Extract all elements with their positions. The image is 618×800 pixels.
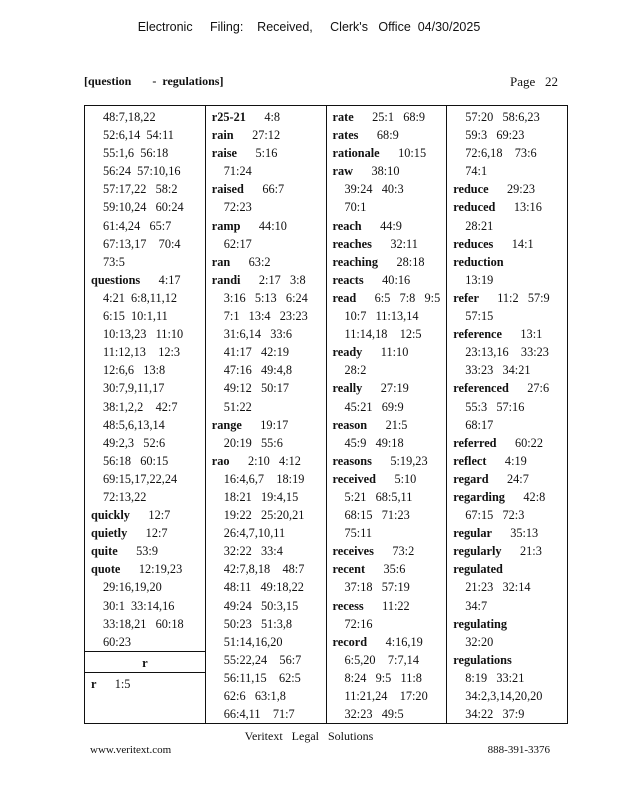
term-gap: [240, 273, 258, 287]
term-word: rao: [211, 453, 230, 468]
page-line-refs: 67:15 72:3: [465, 508, 525, 523]
index-term: [327, 379, 447, 397]
index-term: [206, 416, 326, 434]
term-word: regard: [453, 471, 489, 486]
term-word: regularly: [453, 544, 502, 559]
page-line-refs: 60:23: [103, 634, 132, 649]
page-line-refs: 38:10: [371, 164, 400, 179]
term-gap: [362, 345, 380, 359]
page-number: Page 22: [509, 74, 558, 89]
index-term: [327, 343, 447, 361]
term-word: rate: [332, 110, 354, 124]
index-range: [question - regulations]: [84, 74, 224, 88]
page-line-refs: 73:5: [103, 254, 125, 269]
index-term: [327, 144, 447, 162]
term-word: ran: [211, 254, 231, 269]
term-word: quite: [91, 544, 118, 559]
page-line-refs: 27:12: [252, 128, 281, 143]
term-gap: [118, 544, 136, 558]
page-line-refs: 13:16: [513, 200, 542, 215]
index-term: [447, 542, 567, 560]
page-line-refs: 19:17: [260, 417, 289, 432]
page-line-refs: 4:21 6:8,11,12: [103, 290, 178, 305]
page-line-refs: 44:9: [380, 218, 402, 233]
term-gap: [367, 635, 385, 649]
term-gap: [509, 381, 527, 395]
index-term: [447, 651, 567, 669]
term-gap: [502, 327, 520, 341]
term-word: received: [332, 471, 376, 486]
page-line-refs: 57:20 58:6,23: [465, 110, 540, 124]
index-term: [447, 615, 567, 633]
index-term: [206, 180, 326, 198]
page-line-refs: 68:15 71:23: [344, 508, 410, 523]
page-line-refs: 28:21: [465, 218, 494, 233]
filing-stamp: Electronic Filing: Received, Clerk's Office 04/30/2025: [137, 20, 481, 34]
term-word: recent: [332, 562, 366, 577]
term-gap: [354, 110, 372, 124]
page-line-refs: 70:1: [344, 200, 367, 215]
term-word: questions: [91, 272, 141, 287]
index-term: [85, 560, 205, 578]
page-line-refs: 8:24 9:5 11:8: [344, 670, 422, 685]
index-term: [206, 126, 326, 144]
page-line-refs: 3:16 5:13 6:24: [223, 290, 308, 305]
term-gap: [127, 526, 145, 540]
term-gap: [376, 472, 394, 486]
page-line-refs: 4:19: [504, 453, 527, 468]
page-line-refs: 4:16,19: [385, 634, 423, 649]
page-line-refs: 37:18 57:19: [344, 580, 410, 595]
page-line-refs: 33:23 34:21: [465, 363, 531, 378]
page-line-refs: 10:7 11:13,14: [344, 309, 419, 324]
index-term: [447, 452, 567, 470]
term-word: quote: [91, 562, 121, 577]
page-line-refs: 49:2,3 52:6: [103, 435, 166, 450]
page-line-refs: 38:1,2,2 42:7: [103, 399, 178, 414]
page-line-refs: 39:24 40:3: [344, 182, 404, 197]
index-term: [447, 488, 567, 506]
index-term: [85, 271, 205, 289]
page-line-refs: 7:1 13:4 23:23: [223, 309, 308, 324]
term-gap: [356, 291, 374, 305]
index-term: [327, 633, 447, 651]
page-line-refs: 51:14,16,20: [223, 634, 283, 649]
page-line-refs: 11:10: [380, 345, 409, 360]
page-line-refs: 45:21 69:9: [344, 399, 404, 414]
page-line-refs: 55:1,6 56:18: [103, 146, 169, 161]
page-line-refs: 42:7,8,18 48:7: [223, 562, 305, 577]
term-gap: [230, 454, 248, 468]
page-line-refs: 56:24 57:10,16: [103, 164, 181, 179]
term-gap: [367, 418, 385, 432]
page-line-refs: 4:17: [158, 272, 181, 287]
page-line-refs: 45:9 49:18: [344, 435, 404, 450]
page-line-refs: 33:18,21 60:18: [103, 616, 184, 631]
term-gap: [502, 544, 520, 558]
index-term: [447, 235, 567, 253]
page-line-refs: 41:17 42:19: [223, 345, 289, 360]
index-column-3: [326, 106, 447, 723]
index-term: [447, 325, 567, 343]
page-line-refs: 66:7: [262, 182, 285, 197]
page-line-refs: 30:7,9,11,17: [103, 381, 165, 396]
term-gap: [96, 677, 114, 691]
page-line-refs: 49:12 50:17: [223, 381, 289, 396]
page-line-refs: 12:7: [148, 508, 171, 523]
term-gap: [237, 146, 255, 160]
index-term: [206, 271, 326, 289]
page-line-refs: 29:16,19,20: [103, 580, 162, 595]
term-word: reach: [332, 218, 362, 233]
page-line-refs: 32:20: [465, 634, 494, 649]
page-line-refs: 11:12,13 12:3: [103, 345, 181, 360]
page-line-refs: 26:4,7,10,11: [223, 526, 286, 541]
page-line-refs: 34:22 37:9: [465, 707, 525, 722]
term-word: regulated: [453, 562, 503, 577]
term-word: read: [332, 290, 357, 305]
page-line-refs: 72:23: [223, 200, 252, 215]
page-line-refs: 8:19 33:21: [465, 670, 525, 685]
page-line-refs: 25:1 68:9: [372, 110, 426, 124]
term-gap: [486, 454, 504, 468]
page-line-refs: 5:16: [255, 146, 278, 161]
index-term: [206, 253, 326, 271]
term-word: reaches: [332, 236, 372, 251]
index-term: [447, 180, 567, 198]
term-gap: [495, 200, 513, 214]
page-line-refs: 49:24 50:3,15: [223, 598, 299, 613]
term-word: reference: [453, 327, 502, 342]
index-term: [447, 470, 567, 488]
page-line-refs: 72:6,18 73:6: [465, 146, 537, 161]
page-line-refs: 28:18: [396, 254, 425, 269]
term-word: refer: [453, 290, 479, 305]
index-term: [447, 253, 567, 271]
index-term: [327, 108, 447, 126]
page-line-refs: 13:19: [465, 272, 494, 287]
word-index-grid: [84, 105, 568, 724]
term-word: referred: [453, 435, 497, 450]
page-line-refs: 2:10 4:12: [247, 453, 301, 468]
index-term: [447, 524, 567, 542]
page-line-refs: 18:21 19:4,15: [223, 489, 299, 504]
page-line-refs: 21:3: [519, 544, 542, 559]
term-word: reduction: [453, 254, 504, 269]
page-line-refs: 34:2,3,14,20,20: [465, 689, 543, 703]
page-line-refs: 21:5: [385, 417, 408, 432]
term-word: quickly: [91, 508, 130, 523]
term-word: ramp: [211, 218, 241, 233]
term-word: receives: [332, 544, 374, 559]
page-line-refs: 5:21 68:5,11: [344, 489, 413, 504]
page-line-refs: 35:6: [383, 562, 406, 577]
term-gap: [240, 219, 258, 233]
page-line-refs: 20:19 55:6: [223, 435, 283, 450]
index-term: [327, 470, 447, 488]
page-line-refs: 50:23 51:3,8: [223, 616, 293, 631]
page-line-refs: 27:19: [380, 381, 409, 396]
term-word: range: [211, 417, 242, 432]
index-term: [85, 542, 205, 560]
index-term: [447, 560, 567, 578]
page-line-refs: 68:17: [465, 417, 494, 432]
page-line-refs: 11:14,18 12:5: [344, 327, 422, 342]
section-letter: r: [142, 655, 148, 670]
page-line-refs: 31:6,14 33:6: [223, 327, 293, 342]
page-line-refs: 24:7: [507, 471, 529, 486]
term-gap: [489, 472, 507, 486]
page-line-refs: 5:10: [394, 471, 417, 486]
page-line-refs: 12:19,23: [138, 562, 183, 577]
page-line-refs: 5:19,23: [390, 453, 428, 468]
index-term: [327, 542, 447, 560]
index-term: [447, 289, 567, 307]
page-line-refs: 34:7: [465, 598, 488, 613]
page-line-refs: 12:6,6 13:8: [103, 363, 166, 378]
index-column-4: [446, 106, 567, 723]
page-line-refs: 62:6 63:1,8: [223, 689, 286, 703]
term-gap: [378, 255, 396, 269]
page-line-refs: 68:9: [376, 128, 399, 143]
term-gap: [365, 562, 383, 576]
term-word: recess: [332, 598, 364, 613]
footer-website: www.veritext.com: [90, 744, 172, 756]
term-gap: [362, 219, 380, 233]
term-word: really: [332, 381, 363, 396]
index-term: [206, 217, 326, 235]
page-line-refs: 69:15,17,22,24: [103, 471, 178, 486]
page-line-refs: 60:22: [514, 435, 543, 450]
index-term: [206, 452, 326, 470]
term-word: rain: [211, 128, 234, 143]
term-gap: [492, 526, 510, 540]
term-gap: [380, 146, 398, 160]
page-line-refs: 62:17: [223, 236, 252, 251]
page-line-refs: 56:11,15 62:5: [223, 670, 301, 685]
term-word: rates: [332, 128, 359, 143]
index-term: [327, 253, 447, 271]
term-gap: [230, 255, 248, 269]
page-line-refs: 29:23: [507, 182, 536, 197]
index-term: [447, 434, 567, 452]
term-word: regarding: [453, 489, 505, 504]
page-line-refs: 48:7,18,22: [103, 110, 156, 124]
term-word: reflect: [453, 453, 487, 468]
page-line-refs: 59:10,24 60:24: [103, 200, 184, 215]
page-line-refs: 75:11: [344, 526, 373, 541]
page-line-refs: 16:4,6,7 18:19: [223, 471, 305, 486]
term-word: record: [332, 634, 368, 649]
term-gap: [372, 237, 390, 251]
footer-phone: 888-391-3376: [487, 744, 550, 756]
term-word: r: [91, 676, 97, 691]
index-term: [327, 217, 447, 235]
term-gap: [120, 562, 138, 576]
page-line-refs: 11:2 57:9: [497, 290, 550, 305]
page-line-refs: 57:17,22 58:2: [103, 182, 178, 197]
term-word: quietly: [91, 526, 128, 541]
page-line-refs: 48:11 49:18,22: [223, 580, 304, 595]
page-line-refs: 30:1 33:14,16: [103, 598, 175, 613]
page-line-refs: 44:10: [258, 218, 287, 233]
page-line-refs: 72:13,22: [103, 489, 147, 504]
page-line-refs: 32:11: [390, 236, 418, 251]
index-term: [447, 198, 567, 216]
term-word: reacts: [332, 272, 364, 287]
index-column-2: [205, 106, 326, 723]
term-gap: [489, 182, 507, 196]
page-line-refs: 32:22 33:4: [223, 544, 283, 559]
page-line-refs: 1:5: [114, 676, 131, 691]
term-gap: [353, 164, 371, 178]
index-term: [327, 452, 447, 470]
page-line-refs: 40:16: [382, 272, 411, 287]
term-gap: [130, 508, 148, 522]
page-line-refs: 27:6: [527, 381, 550, 396]
page-line-refs: 55:3 57:16: [465, 399, 525, 414]
page-line-refs: 35:13: [510, 526, 539, 541]
page-line-refs: 47:16 49:4,8: [223, 363, 293, 378]
term-gap: [364, 273, 382, 287]
term-word: r25-21: [211, 110, 246, 124]
index-term: [327, 162, 447, 180]
page-line-refs: 63:2: [248, 254, 271, 269]
index-term: [327, 560, 447, 578]
page-line-refs: 19:22 25:20,21: [223, 508, 305, 523]
term-word: randi: [211, 272, 241, 287]
index-column-1: [85, 106, 205, 723]
page-line-refs: 59:3 69:23: [465, 128, 525, 143]
page-line-refs: 67:13,17 70:4: [103, 236, 181, 251]
term-word: regular: [453, 526, 492, 541]
term-gap: [374, 544, 392, 558]
page-line-refs: 48:5,6,13,14: [103, 417, 165, 432]
page-line-refs: 55:22,24 56:7: [223, 652, 302, 667]
index-term: [327, 126, 447, 144]
index-term: [327, 416, 447, 434]
page-line-refs: 6:5 7:8 9:5: [374, 290, 441, 305]
page-line-refs: 74:1: [465, 164, 488, 179]
page-line-refs: 28:2: [344, 363, 367, 378]
term-word: regulating: [453, 616, 507, 631]
page-line-refs: 73:2: [392, 544, 415, 559]
term-word: ready: [332, 345, 363, 360]
index-term: [327, 597, 447, 615]
page-line-refs: 2:17 3:8: [258, 272, 306, 287]
page-line-refs: 12:7: [145, 526, 168, 541]
term-gap: [234, 128, 252, 142]
page-line-refs: 4:8: [264, 110, 281, 124]
page-line-refs: 6:5,20 7:7,14: [344, 652, 419, 667]
term-word: reaching: [332, 254, 379, 269]
index-term: [327, 235, 447, 253]
page-line-refs: 56:18 60:15: [103, 453, 169, 468]
term-gap: [246, 110, 264, 124]
term-gap: [364, 599, 382, 613]
term-gap: [140, 273, 158, 287]
term-word: reduces: [453, 236, 494, 251]
term-gap: [242, 418, 260, 432]
term-gap: [505, 490, 523, 504]
term-word: raised: [211, 182, 244, 197]
index-term: [85, 675, 205, 693]
index-term: [85, 506, 205, 524]
term-word: reasons: [332, 453, 372, 468]
page-line-refs: 11:21,24 17:20: [344, 689, 428, 703]
term-word: raw: [332, 164, 353, 179]
index-term: [85, 524, 205, 542]
term-word: regulations: [453, 652, 512, 667]
page-line-refs: 11:22: [382, 598, 410, 613]
page-line-refs: 32:23 49:5: [344, 707, 404, 722]
term-gap: [479, 291, 497, 305]
term-gap: [493, 237, 511, 251]
term-gap: [497, 436, 515, 450]
page-line-refs: 21:23 32:14: [465, 580, 531, 595]
page-line-refs: 23:13,16 33:23: [465, 345, 549, 360]
index-term: [447, 379, 567, 397]
page-line-refs: 53:9: [136, 544, 158, 559]
page-line-refs: 72:16: [344, 616, 373, 631]
term-gap: [358, 128, 376, 142]
term-word: reason: [332, 417, 368, 432]
footer-company: Veritext Legal Solutions: [244, 729, 374, 743]
page-line-refs: 10:13,23 11:10: [103, 327, 184, 342]
page-line-refs: 51:22: [223, 399, 252, 414]
index-term: [206, 144, 326, 162]
page-line-refs: 42:8: [523, 489, 546, 504]
index-term: [327, 289, 447, 307]
term-gap: [362, 381, 380, 395]
page-line-refs: 10:15: [398, 146, 427, 161]
term-gap: [244, 182, 262, 196]
term-word: reduced: [453, 200, 496, 215]
page-line-refs: 57:15: [465, 309, 494, 324]
term-gap: [372, 454, 390, 468]
term-word: raise: [211, 146, 238, 161]
page-line-refs: 71:24: [223, 164, 252, 179]
term-word: rationale: [332, 146, 380, 161]
term-word: reduce: [453, 182, 489, 197]
page-line-refs: 52:6,14 54:11: [103, 128, 174, 143]
term-word: referenced: [453, 381, 509, 396]
index-term: [206, 108, 326, 126]
page-line-refs: 13:1: [520, 327, 543, 342]
index-term: [327, 271, 447, 289]
page-line-refs: 61:4,24 65:7: [103, 218, 172, 233]
page-line-refs: 14:1: [511, 236, 534, 251]
page-line-refs: 66:4,11 71:7: [223, 707, 295, 722]
page-line-refs: 6:15 10:1,11: [103, 309, 168, 324]
